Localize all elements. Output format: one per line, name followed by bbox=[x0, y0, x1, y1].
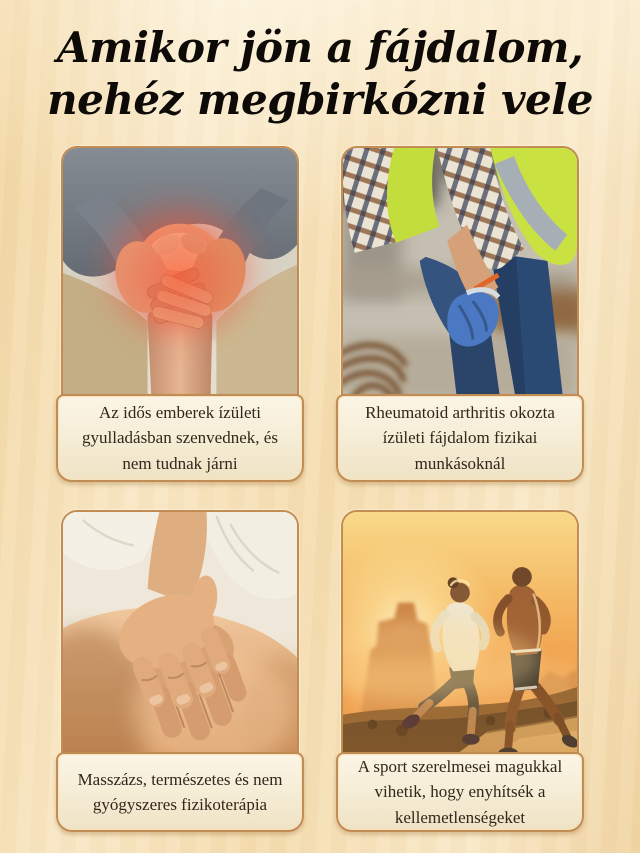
caption-text: A sport szerelmesei magukkal vihetik, hogy enyhítsék a kellemetlenségeket bbox=[357, 756, 563, 827]
page-title bbox=[0, 0, 640, 126]
photo-elderly-knee-pain bbox=[61, 146, 299, 400]
photo-worker-knee-pain bbox=[341, 146, 579, 400]
card-sport-runners bbox=[336, 510, 584, 832]
card-elderly-knee-pain bbox=[56, 146, 304, 482]
caption-text: Masszázs, természetes és nem gyógyszeres fizikoterápia bbox=[77, 769, 283, 815]
photo-massage-therapy bbox=[61, 510, 299, 758]
card-worker-knee-pain bbox=[336, 146, 584, 482]
caption-text: Rheumatoid arthritis okozta ízületi fájdalom fizikai munkásoknál bbox=[365, 402, 555, 473]
runners-sunset-illustration bbox=[343, 512, 577, 758]
caption-elderly-knee-pain bbox=[56, 394, 304, 482]
massage-illustration bbox=[63, 512, 297, 758]
caption-massage-therapy bbox=[56, 752, 304, 832]
caption-worker-knee-pain bbox=[336, 394, 584, 482]
photo-sport-runners bbox=[341, 510, 579, 758]
elderly-knee-pain-illustration bbox=[63, 148, 297, 400]
worker-knee-pain-illustration bbox=[343, 148, 577, 400]
card-massage-therapy bbox=[56, 510, 304, 832]
cards-grid bbox=[0, 146, 640, 832]
caption-text: Az idős emberek ízületi gyulladásban szenvednek, és nem tudnak járni bbox=[82, 402, 278, 473]
caption-sport-runners bbox=[336, 752, 584, 832]
title-line-1: Amikor jön a fájdalom, bbox=[56, 23, 584, 72]
title-line-2: nehéz megbirkózni vele bbox=[47, 75, 593, 125]
